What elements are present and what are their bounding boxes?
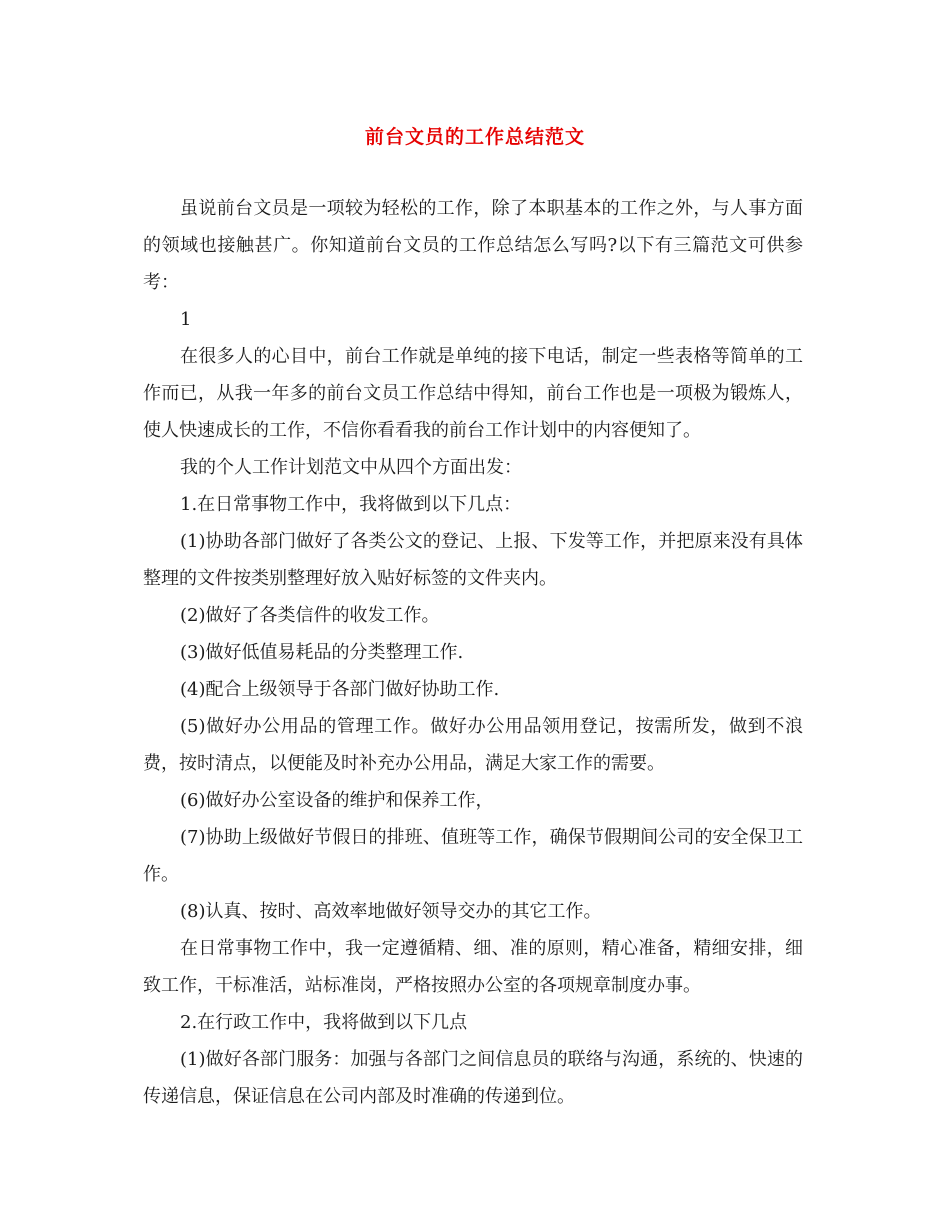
document-body <box>143 190 803 1115</box>
list-item: (1)协助各部门做好了各类公文的登记、上报、下发等工作，并把原来没有具体整理的文件按类别整理好放入贴好标签的文件夹内。 <box>143 531 803 589</box>
document-title: 前台文员的工作总结范文 <box>364 126 585 148</box>
intro-paragraph: 虽说前台文员是一项较为轻松的工作，除了本职基本的工作之外，与人事方面的领域也接触甚广。你知道前台文员的工作总结怎么写吗?以下有三篇范文可供参考： <box>143 198 803 293</box>
list-heading: 2.在行政工作中，我将做到以下几点 <box>180 1012 468 1033</box>
list-item: (5)做好办公用品的管理工作。做好办公用品领用登记，按需所发，做到不浪费，按时清点，以便能及时补充办公用品，满足大家工作的需要。 <box>143 716 803 774</box>
list-heading: 1.在日常事物工作中，我将做到以下几点： <box>180 494 522 515</box>
body-paragraph: 我的个人工作计划范文中从四个方面出发： <box>180 457 522 478</box>
body-paragraph: 在日常事物工作中，我一定遵循精、细、准的原则，精心准备，精细安排，细致工作，干标准活，站标准岗，严格按照办公室的各项规章制度办事。 <box>143 938 803 996</box>
list-item: (7)协助上级做好节假日的排班、值班等工作，确保节假期间公司的安全保卫工作。 <box>143 827 803 885</box>
list-item: (4)配合上级领导于各部门做好协助工作. <box>180 679 500 700</box>
body-paragraph: 在很多人的心目中，前台工作就是单纯的接下电话，制定一些表格等简单的工作而已，从我一年多的前台文员工作总结中得知，前台工作也是一项极为锻炼人，使人快速成长的工作，不信你看看我的前台工作计划中的内容便知了。 <box>143 346 803 441</box>
list-item: (2)做好了各类信件的收发工作。 <box>180 605 440 626</box>
list-item: (3)做好低值易耗品的分类整理工作. <box>180 642 464 663</box>
list-item: (8)认真、按时、高效率地做好领导交办的其它工作。 <box>180 901 602 922</box>
list-item: (6)做好办公室设备的维护和保养工作， <box>180 790 494 811</box>
section-number: 1 <box>180 309 192 330</box>
list-item: (1)做好各部门服务：加强与各部门之间信息员的联络与沟通，系统的、快速的传递信息，保证信息在公司内部及时准确的传递到位。 <box>143 1049 803 1107</box>
